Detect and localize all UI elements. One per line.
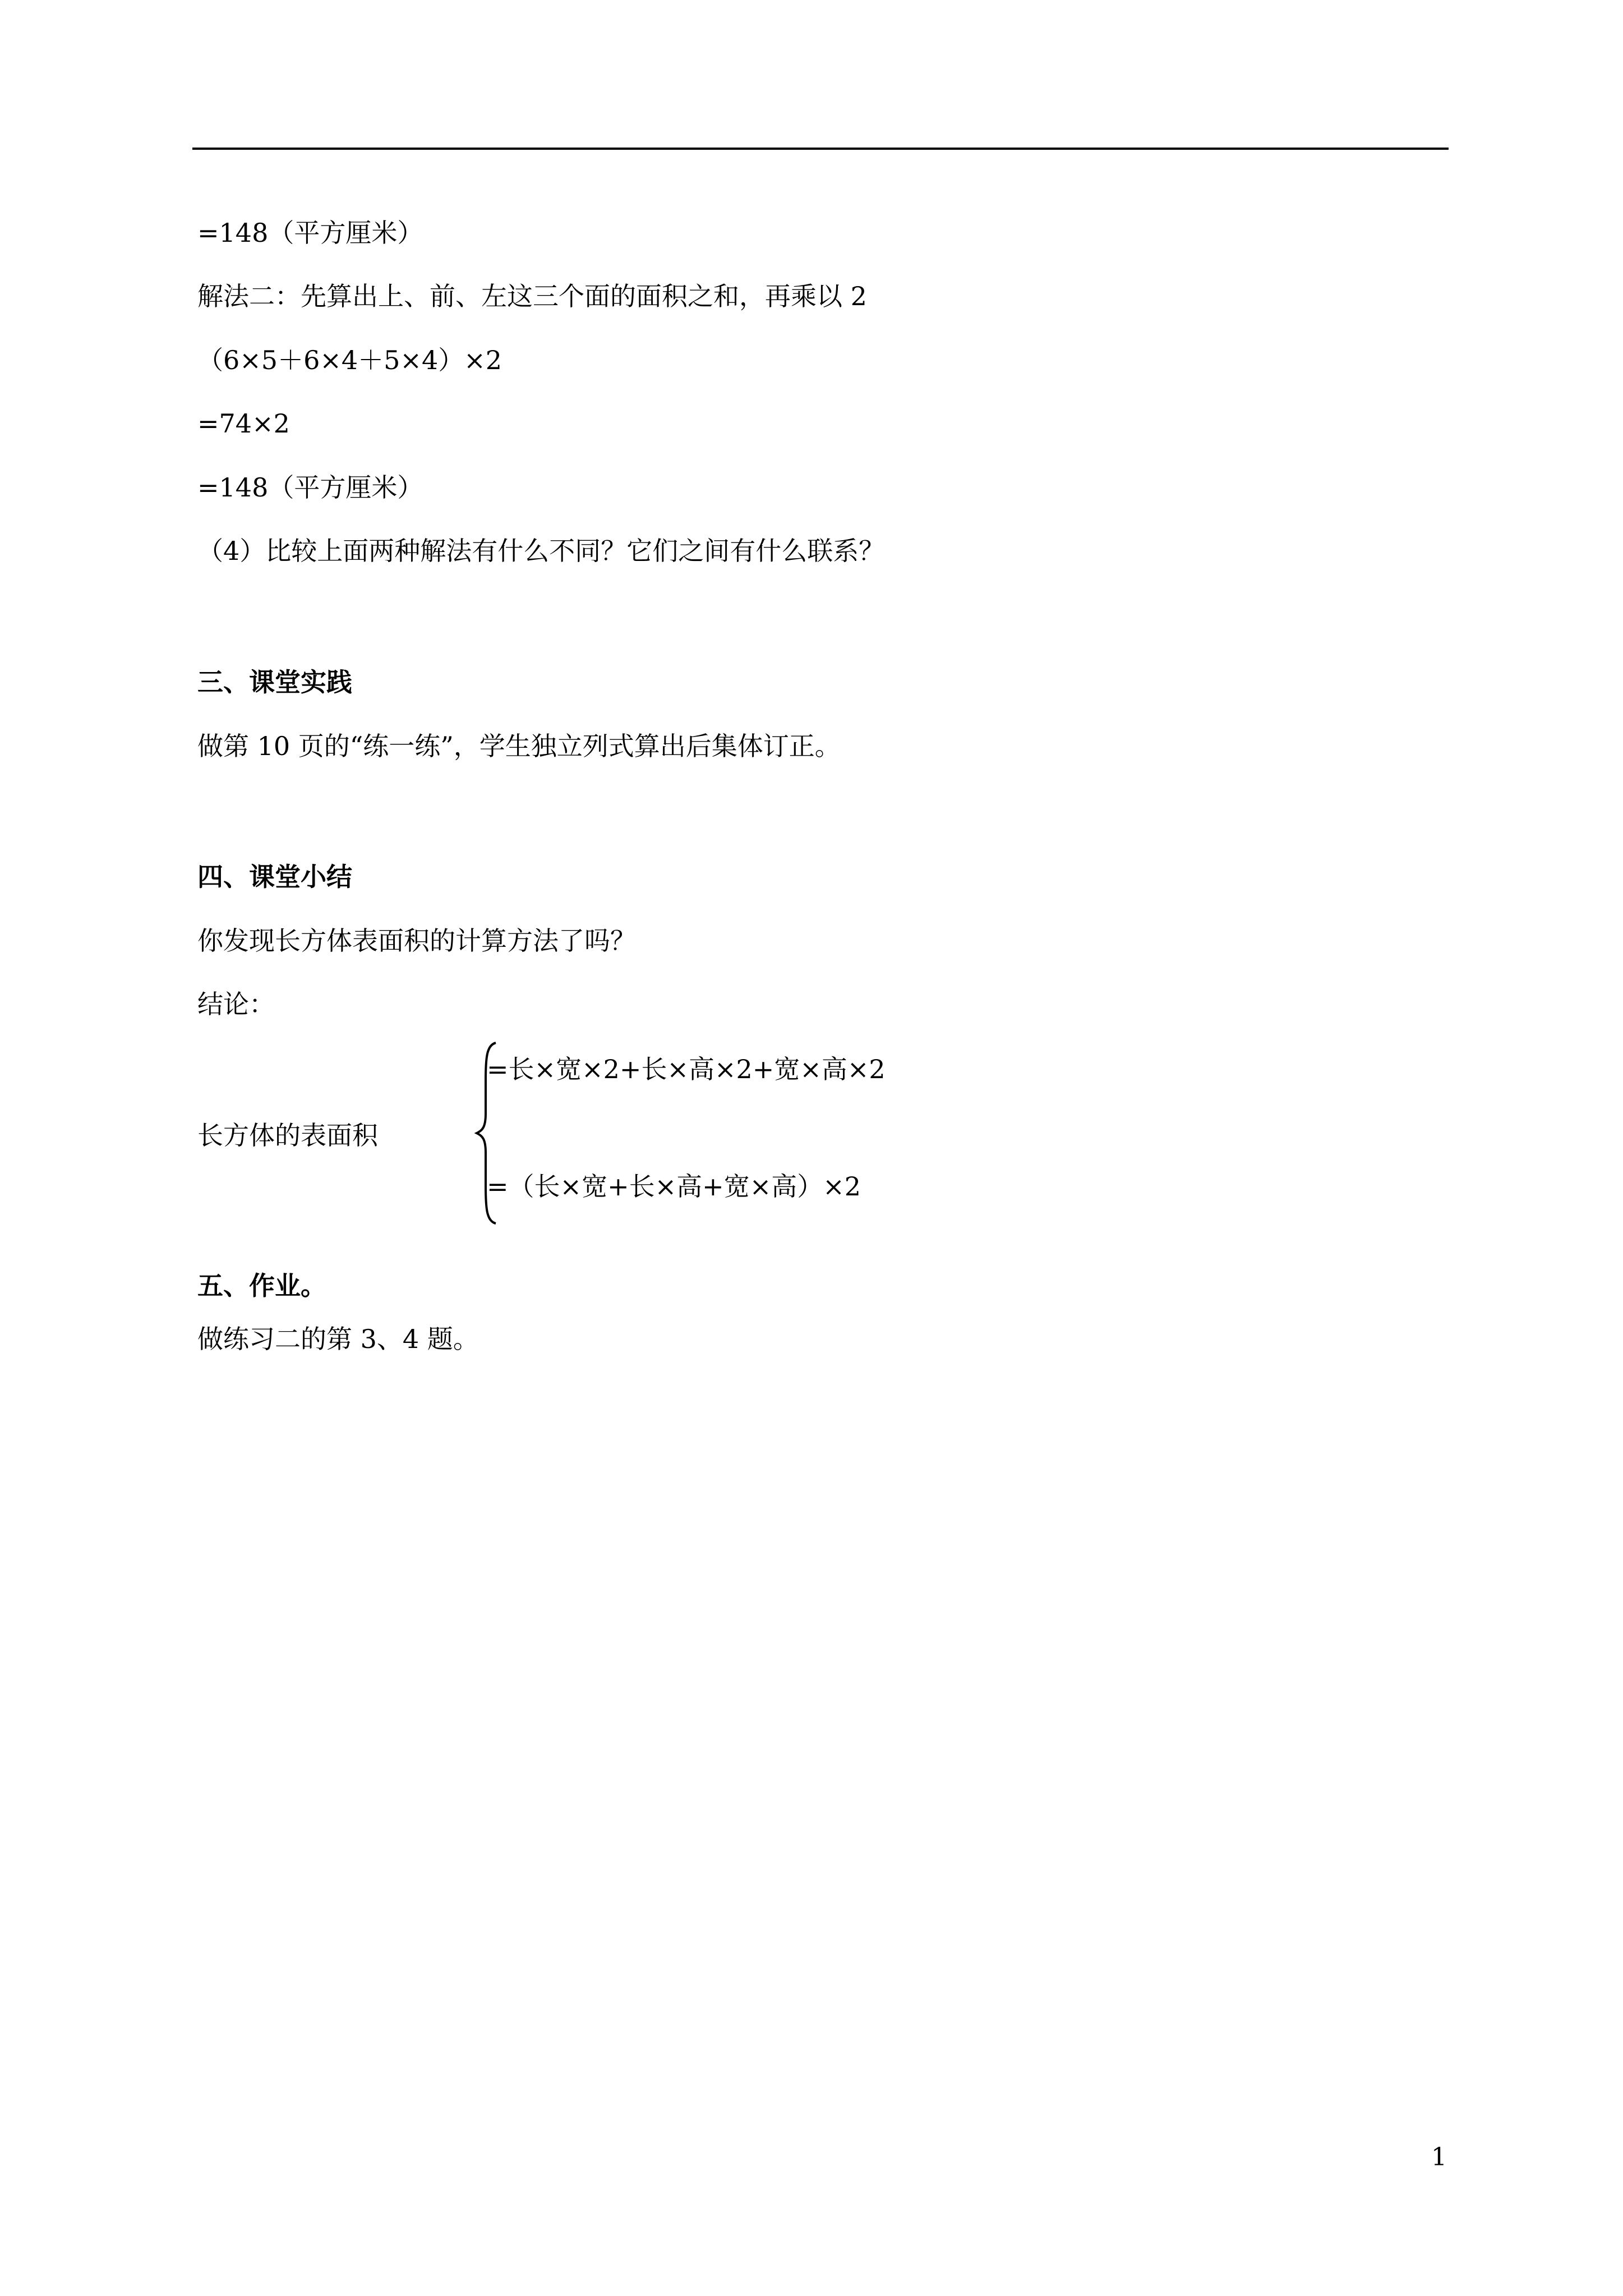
section-4-question: 你发现长方体表面积的计算方法了吗？ (197, 926, 636, 956)
section-5-heading: 五、作业。 (197, 1271, 326, 1301)
page-number: 1 (1431, 2143, 1447, 2171)
comparison-question: （4）比较上面两种解法有什么不同？它们之间有什么联系？ (197, 536, 885, 566)
result-line-2: =148（平方厘米） (197, 472, 423, 503)
formula-line-1: =长×宽×2+长×高×2+宽×高×2 (487, 1054, 886, 1084)
header-rule (192, 148, 1449, 150)
result-line-1: =148（平方厘米） (197, 218, 423, 248)
conclusion-label: 结论： (197, 989, 275, 1019)
section-4-heading: 四、课堂小结 (197, 862, 352, 892)
section-5-text: 做练习二的第 3、4 题。 (197, 1324, 479, 1354)
section-3-text: 做第 10 页的“练一练”，学生独立列式算出后集体订正。 (197, 731, 841, 761)
expression-line: （6×5＋6×4＋5×4）×2 (197, 345, 502, 375)
section-3-heading: 三、课堂实践 (197, 667, 352, 697)
intermediate-line: =74×2 (197, 408, 290, 439)
solution-two-line: 解法二：先算出上、前、左这三个面的面积之和，再乘以 2 (197, 281, 867, 311)
formula-subject: 长方体的表面积 (197, 1120, 378, 1151)
formula-line-2: =（长×宽+长×高+宽×高）×2 (487, 1171, 861, 1202)
